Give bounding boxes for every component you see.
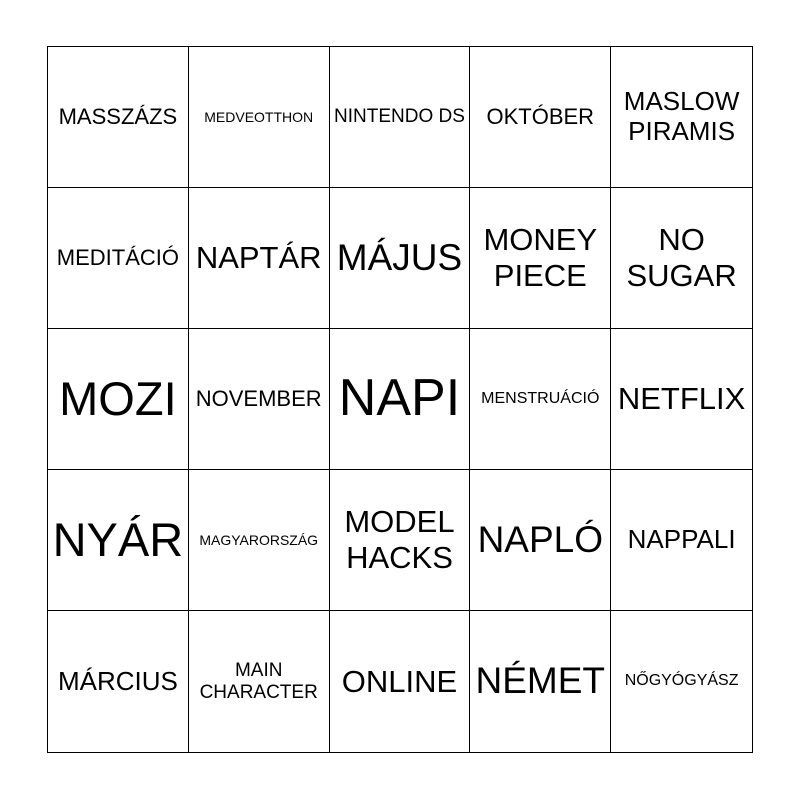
bingo-cell[interactable] — [189, 470, 330, 611]
cell-label: NAPLÓ — [477, 518, 603, 560]
cell-label: MÁRCIUS — [57, 665, 178, 696]
bingo-cell[interactable] — [330, 611, 471, 752]
cell-label: NO SUGAR — [626, 222, 737, 293]
bingo-cell[interactable] — [189, 47, 330, 188]
cell-label: NETFLIX — [617, 381, 746, 417]
cell-label: NAPTÁR — [195, 240, 322, 276]
bingo-cell[interactable] — [611, 47, 752, 188]
bingo-cell[interactable] — [48, 611, 189, 752]
bingo-cell[interactable] — [330, 188, 471, 329]
cell-label: MENSTRUÁCIÓ — [481, 389, 600, 407]
cell-label: NOVEMBER — [195, 386, 322, 412]
bingo-cell[interactable] — [48, 470, 189, 611]
bingo-cell[interactable] — [470, 611, 611, 752]
bingo-board — [47, 46, 753, 753]
cell-label: MOZI — [59, 371, 177, 425]
bingo-cell[interactable] — [470, 188, 611, 329]
cell-label: MÁJUS — [336, 236, 463, 278]
bingo-cell[interactable] — [470, 47, 611, 188]
cell-label: MEDITÁCIÓ — [56, 245, 180, 271]
bingo-cell[interactable] — [611, 611, 752, 752]
bingo-cell[interactable] — [189, 611, 330, 752]
cell-label: MASLOW PIRAMIS — [623, 86, 740, 146]
bingo-cell[interactable] — [611, 329, 752, 470]
bingo-cell[interactable] — [189, 188, 330, 329]
bingo-cell[interactable] — [48, 188, 189, 329]
bingo-cell[interactable] — [330, 470, 471, 611]
cell-label: MONEY PIECE — [483, 222, 598, 293]
bingo-cell[interactable] — [470, 329, 611, 470]
cell-label: ONLINE — [341, 663, 458, 699]
cell-label: NAPI — [338, 369, 461, 428]
bingo-cell[interactable] — [330, 47, 471, 188]
bingo-cell[interactable] — [611, 188, 752, 329]
bingo-cell[interactable] — [189, 329, 330, 470]
cell-label: MEDVEOTTHON — [204, 108, 314, 125]
cell-label: OKTÓBER — [486, 104, 595, 130]
cell-label: NÉMET — [475, 660, 606, 702]
cell-label: MODEL HACKS — [344, 504, 455, 575]
cell-label: NINTENDO DS — [334, 106, 465, 128]
cell-label: MAIN CHARACTER — [199, 659, 318, 703]
bingo-cell[interactable] — [611, 470, 752, 611]
bingo-cell[interactable] — [330, 329, 471, 470]
cell-label: MASSZÁZS — [58, 104, 178, 130]
bingo-cell[interactable] — [470, 470, 611, 611]
cell-label: NAPPALI — [627, 524, 736, 555]
cell-label: NŐGYÓGYÁSZ — [624, 672, 739, 690]
cell-label: MAGYARORSZÁG — [199, 531, 319, 548]
bingo-cell[interactable] — [48, 47, 189, 188]
bingo-cell[interactable] — [48, 329, 189, 470]
cell-label: NYÁR — [52, 512, 184, 566]
